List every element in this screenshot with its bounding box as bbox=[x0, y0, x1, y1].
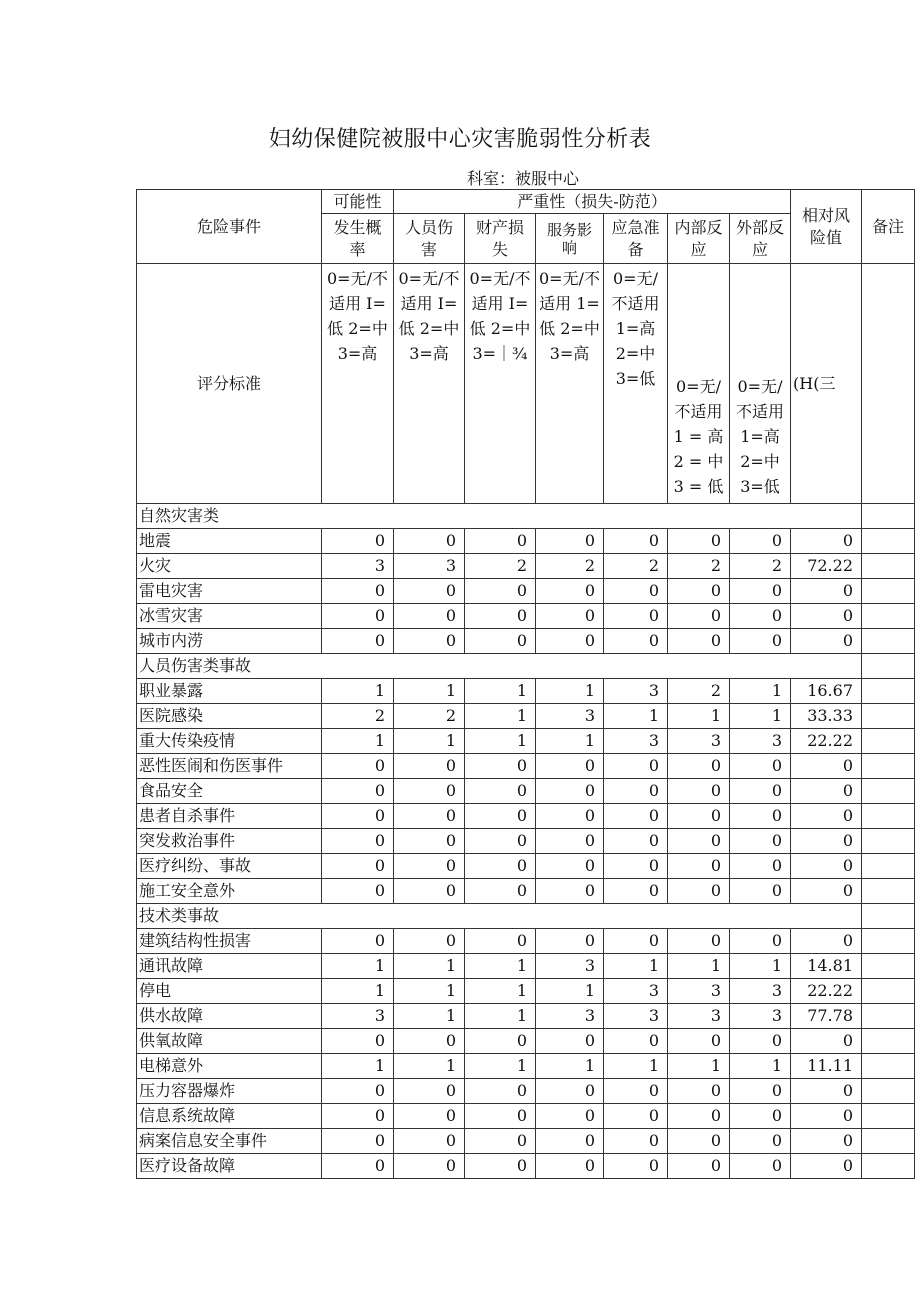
criteria-emergency-prep: 0=无/不适用 1=高 2=中 3=低 bbox=[604, 264, 668, 504]
department-label: 科室：被服中心 bbox=[466, 169, 579, 188]
remarks-cell bbox=[862, 1029, 915, 1054]
score-cell: 0 bbox=[668, 779, 730, 804]
score-cell: 0 bbox=[668, 629, 730, 654]
table-row bbox=[137, 779, 915, 804]
score-cell: 0 bbox=[730, 1079, 791, 1104]
score-cell: 0 bbox=[668, 579, 730, 604]
table-row bbox=[137, 929, 915, 954]
score-cell: 3 bbox=[322, 1004, 394, 1029]
remarks-cell bbox=[862, 554, 915, 579]
score-cell: 0 bbox=[536, 1129, 604, 1154]
score-cell: 0 bbox=[668, 929, 730, 954]
score-cell: 1 bbox=[394, 679, 465, 704]
score-cell: 0 bbox=[536, 604, 604, 629]
relative-risk-cell: 72.22 bbox=[791, 554, 862, 579]
remarks-cell bbox=[862, 979, 915, 1004]
relative-risk-cell: 0 bbox=[791, 779, 862, 804]
score-cell: 0 bbox=[604, 579, 668, 604]
table-row bbox=[137, 629, 915, 654]
score-cell: 1 bbox=[394, 729, 465, 754]
score-cell: 1 bbox=[668, 1054, 730, 1079]
criteria-probability: 0=无/不适用 I=低 2=中 3=高 bbox=[322, 264, 394, 504]
event-name: 火灾 bbox=[137, 554, 322, 579]
score-cell: 0 bbox=[730, 779, 791, 804]
score-cell: 1 bbox=[536, 729, 604, 754]
score-cell: 0 bbox=[536, 1029, 604, 1054]
score-cell: 0 bbox=[604, 804, 668, 829]
score-cell: 2 bbox=[536, 554, 604, 579]
score-cell: 0 bbox=[730, 1129, 791, 1154]
relative-risk-cell: 0 bbox=[791, 1029, 862, 1054]
event-name: 供氧故障 bbox=[137, 1029, 322, 1054]
remarks-cell bbox=[862, 804, 915, 829]
score-cell: 0 bbox=[604, 1104, 668, 1129]
score-cell: 0 bbox=[604, 1029, 668, 1054]
score-cell: 0 bbox=[465, 879, 536, 904]
score-cell: 0 bbox=[465, 604, 536, 629]
score-cell: 1 bbox=[322, 729, 394, 754]
relative-risk-cell: 22.22 bbox=[791, 979, 862, 1004]
remarks-cell bbox=[862, 654, 915, 679]
score-cell: 3 bbox=[730, 1004, 791, 1029]
score-cell: 0 bbox=[604, 629, 668, 654]
score-cell: 0 bbox=[668, 1154, 730, 1179]
event-name: 停电 bbox=[137, 979, 322, 1004]
score-cell: 1 bbox=[604, 954, 668, 979]
table-row bbox=[137, 529, 915, 554]
relative-risk-cell: 0 bbox=[791, 804, 862, 829]
score-cell: 0 bbox=[536, 529, 604, 554]
score-cell: 1 bbox=[465, 954, 536, 979]
score-cell: 0 bbox=[668, 879, 730, 904]
score-cell: 0 bbox=[604, 1154, 668, 1179]
score-cell: 0 bbox=[465, 579, 536, 604]
score-cell: 0 bbox=[465, 1154, 536, 1179]
col-header-service-impact: 服务影响 bbox=[536, 214, 604, 264]
remarks-cell bbox=[862, 929, 915, 954]
score-cell: 0 bbox=[394, 1154, 465, 1179]
criteria-service-impact: 0=无/不适用 1=低 2=中 3=高 bbox=[536, 264, 604, 504]
score-cell: 0 bbox=[465, 804, 536, 829]
score-cell: 1 bbox=[465, 729, 536, 754]
score-cell: 0 bbox=[668, 1029, 730, 1054]
score-cell: 0 bbox=[604, 829, 668, 854]
page-title: 妇幼保健院被服中心灾害脆弱性分析表 bbox=[268, 127, 652, 152]
score-cell: 0 bbox=[730, 929, 791, 954]
score-cell: 0 bbox=[465, 1129, 536, 1154]
relative-risk-cell: 0 bbox=[791, 854, 862, 879]
event-name: 食品安全 bbox=[137, 779, 322, 804]
relative-risk-cell: 33.33 bbox=[791, 704, 862, 729]
score-cell: 3 bbox=[730, 979, 791, 1004]
score-cell: 2 bbox=[668, 679, 730, 704]
table-row bbox=[137, 704, 915, 729]
score-cell: 0 bbox=[394, 529, 465, 554]
score-cell: 0 bbox=[536, 1154, 604, 1179]
relative-risk-cell: 77.78 bbox=[791, 1004, 862, 1029]
table-row bbox=[137, 1154, 915, 1179]
score-cell: 2 bbox=[465, 554, 536, 579]
score-cell: 1 bbox=[394, 1054, 465, 1079]
score-cell: 0 bbox=[322, 929, 394, 954]
relative-risk-cell: 16.67 bbox=[791, 679, 862, 704]
score-cell: 0 bbox=[322, 779, 394, 804]
remarks-cell bbox=[862, 779, 915, 804]
score-cell: 1 bbox=[322, 679, 394, 704]
remarks-cell bbox=[862, 754, 915, 779]
score-cell: 0 bbox=[536, 804, 604, 829]
score-cell: 3 bbox=[604, 979, 668, 1004]
table-row bbox=[137, 1004, 915, 1029]
criteria-property-loss: 0=无/不适用 I=低 2=中 3=｜¾ bbox=[465, 264, 536, 504]
score-cell: 0 bbox=[322, 604, 394, 629]
score-cell: 0 bbox=[394, 1079, 465, 1104]
score-cell: 0 bbox=[394, 779, 465, 804]
score-cell: 0 bbox=[394, 929, 465, 954]
event-name: 供水故障 bbox=[137, 1004, 322, 1029]
remarks-cell bbox=[862, 954, 915, 979]
score-cell: 0 bbox=[604, 854, 668, 879]
table-row bbox=[137, 879, 915, 904]
score-cell: 0 bbox=[394, 579, 465, 604]
score-cell: 0 bbox=[730, 1029, 791, 1054]
table-row bbox=[137, 1054, 915, 1079]
event-name: 通讯故障 bbox=[137, 954, 322, 979]
event-name: 电梯意外 bbox=[137, 1054, 322, 1079]
score-cell: 1 bbox=[730, 954, 791, 979]
event-name: 恶性医闹和伤医事件 bbox=[137, 754, 322, 779]
table-row bbox=[137, 854, 915, 879]
probability-group-header: 可能性 bbox=[322, 190, 394, 214]
section-header: 技术类事故 bbox=[137, 904, 862, 929]
score-cell: 0 bbox=[730, 754, 791, 779]
relative-risk-cell: 14.81 bbox=[791, 954, 862, 979]
relative-risk-cell: 0 bbox=[791, 579, 862, 604]
score-cell: 0 bbox=[536, 854, 604, 879]
score-cell: 1 bbox=[394, 979, 465, 1004]
criteria-relative-risk: (H(三 bbox=[791, 264, 862, 504]
remarks-cell bbox=[862, 729, 915, 754]
score-cell: 0 bbox=[604, 754, 668, 779]
score-cell: 2 bbox=[668, 554, 730, 579]
table-row bbox=[137, 754, 915, 779]
remarks-cell bbox=[862, 879, 915, 904]
score-cell: 0 bbox=[668, 1079, 730, 1104]
relative-risk-cell: 0 bbox=[791, 754, 862, 779]
score-cell: 0 bbox=[668, 829, 730, 854]
score-cell: 0 bbox=[322, 529, 394, 554]
event-name: 地震 bbox=[137, 529, 322, 554]
score-cell: 1 bbox=[668, 704, 730, 729]
score-cell: 1 bbox=[465, 1054, 536, 1079]
score-cell: 0 bbox=[604, 529, 668, 554]
score-cell: 0 bbox=[394, 1029, 465, 1054]
score-cell: 1 bbox=[536, 979, 604, 1004]
score-cell: 1 bbox=[394, 954, 465, 979]
table-row bbox=[137, 729, 915, 754]
section-header: 人员伤害类事故 bbox=[137, 654, 862, 679]
relative-risk-cell: 0 bbox=[791, 1104, 862, 1129]
col-header-probability: 发生概率 bbox=[322, 214, 394, 264]
relative-risk-header: 相对风险值 bbox=[791, 190, 862, 264]
score-cell: 0 bbox=[536, 1079, 604, 1104]
table-row bbox=[137, 979, 915, 1004]
score-cell: 2 bbox=[604, 554, 668, 579]
score-cell: 0 bbox=[465, 1029, 536, 1054]
event-name: 突发救治事件 bbox=[137, 829, 322, 854]
score-cell: 0 bbox=[465, 854, 536, 879]
remarks-cell bbox=[862, 629, 915, 654]
score-cell: 0 bbox=[536, 754, 604, 779]
score-cell: 3 bbox=[394, 554, 465, 579]
table-row bbox=[137, 829, 915, 854]
score-cell: 0 bbox=[322, 1104, 394, 1129]
table-row bbox=[137, 1104, 915, 1129]
score-cell: 0 bbox=[322, 804, 394, 829]
relative-risk-cell: 0 bbox=[791, 629, 862, 654]
table-row bbox=[137, 804, 915, 829]
score-cell: 0 bbox=[730, 629, 791, 654]
score-cell: 3 bbox=[322, 554, 394, 579]
score-cell: 0 bbox=[322, 629, 394, 654]
score-cell: 3 bbox=[604, 729, 668, 754]
score-cell: 3 bbox=[668, 729, 730, 754]
relative-risk-cell: 0 bbox=[791, 929, 862, 954]
score-cell: 1 bbox=[322, 954, 394, 979]
score-cell: 0 bbox=[394, 1129, 465, 1154]
col-header-property-loss: 财产损失 bbox=[465, 214, 536, 264]
score-cell: 0 bbox=[730, 829, 791, 854]
score-cell: 1 bbox=[730, 704, 791, 729]
score-cell: 3 bbox=[536, 704, 604, 729]
score-cell: 0 bbox=[730, 604, 791, 629]
remarks-cell bbox=[862, 529, 915, 554]
score-cell: 1 bbox=[465, 704, 536, 729]
criteria-personnel-injury: 0=无/不适用 I=低 2=中 3=高 bbox=[394, 264, 465, 504]
score-cell: 0 bbox=[730, 854, 791, 879]
event-name: 城市内涝 bbox=[137, 629, 322, 654]
score-cell: 0 bbox=[322, 579, 394, 604]
col-header-external-response: 外部反应 bbox=[730, 214, 791, 264]
relative-risk-cell: 0 bbox=[791, 529, 862, 554]
score-cell: 1 bbox=[668, 954, 730, 979]
score-cell: 3 bbox=[668, 1004, 730, 1029]
remarks-cell bbox=[862, 854, 915, 879]
remarks-header: 备注 bbox=[862, 190, 915, 264]
relative-risk-cell: 0 bbox=[791, 829, 862, 854]
remarks-cell bbox=[862, 504, 915, 529]
criteria-label: 评分标准 bbox=[137, 264, 322, 504]
relative-risk-cell: 0 bbox=[791, 879, 862, 904]
score-cell: 0 bbox=[394, 829, 465, 854]
score-cell: 0 bbox=[668, 854, 730, 879]
table-row bbox=[137, 1079, 915, 1104]
score-cell: 1 bbox=[322, 1054, 394, 1079]
col-header-personnel-injury: 人员伤害 bbox=[394, 214, 465, 264]
score-cell: 0 bbox=[394, 879, 465, 904]
event-name: 冰雪灾害 bbox=[137, 604, 322, 629]
remarks-cell bbox=[862, 604, 915, 629]
score-cell: 0 bbox=[394, 1104, 465, 1129]
criteria-external-response: 0=无/不适用 1=高 2=中 3=低 bbox=[730, 264, 791, 504]
criteria-remarks bbox=[862, 264, 915, 504]
score-cell: 0 bbox=[465, 1079, 536, 1104]
score-cell: 0 bbox=[465, 629, 536, 654]
score-cell: 0 bbox=[536, 779, 604, 804]
score-cell: 0 bbox=[730, 529, 791, 554]
score-cell: 3 bbox=[536, 1004, 604, 1029]
score-cell: 0 bbox=[668, 604, 730, 629]
relative-risk-cell: 22.22 bbox=[791, 729, 862, 754]
remarks-cell bbox=[862, 704, 915, 729]
score-cell: 0 bbox=[322, 829, 394, 854]
score-cell: 0 bbox=[536, 929, 604, 954]
event-name: 施工安全意外 bbox=[137, 879, 322, 904]
event-name: 医疗纠纷、事故 bbox=[137, 854, 322, 879]
event-name: 重大传染疫情 bbox=[137, 729, 322, 754]
score-cell: 0 bbox=[604, 1079, 668, 1104]
severity-group-header: 严重性（损失-防范） bbox=[394, 190, 791, 214]
event-name: 职业暴露 bbox=[137, 679, 322, 704]
score-cell: 0 bbox=[604, 929, 668, 954]
table-row bbox=[137, 679, 915, 704]
remarks-cell bbox=[862, 829, 915, 854]
score-cell: 0 bbox=[668, 804, 730, 829]
score-cell: 0 bbox=[604, 1129, 668, 1154]
relative-risk-cell: 0 bbox=[791, 1154, 862, 1179]
event-name: 医院感染 bbox=[137, 704, 322, 729]
score-cell: 1 bbox=[322, 979, 394, 1004]
score-cell: 0 bbox=[730, 1154, 791, 1179]
remarks-cell bbox=[862, 904, 915, 929]
remarks-cell bbox=[862, 679, 915, 704]
relative-risk-cell: 11.11 bbox=[791, 1054, 862, 1079]
score-cell: 0 bbox=[536, 579, 604, 604]
remarks-cell bbox=[862, 1054, 915, 1079]
section-header: 自然灾害类 bbox=[137, 504, 862, 529]
table-row bbox=[137, 954, 915, 979]
score-cell: 0 bbox=[536, 879, 604, 904]
relative-risk-cell: 0 bbox=[791, 1079, 862, 1104]
col-header-emergency-prep: 应急准备 bbox=[604, 214, 668, 264]
score-cell: 3 bbox=[536, 954, 604, 979]
score-cell: 0 bbox=[730, 879, 791, 904]
score-cell: 3 bbox=[730, 729, 791, 754]
score-cell: 1 bbox=[604, 1054, 668, 1079]
score-cell: 0 bbox=[394, 754, 465, 779]
score-cell: 0 bbox=[465, 929, 536, 954]
score-cell: 0 bbox=[394, 629, 465, 654]
score-cell: 0 bbox=[465, 1104, 536, 1129]
score-cell: 3 bbox=[604, 679, 668, 704]
criteria-internal-response: 0=无/不适用 1 = 高 2 = 中 3 = 低 bbox=[668, 264, 730, 504]
table-row bbox=[137, 1129, 915, 1154]
score-cell: 0 bbox=[668, 1104, 730, 1129]
score-cell: 0 bbox=[465, 779, 536, 804]
score-cell: 0 bbox=[322, 854, 394, 879]
table-row bbox=[137, 554, 915, 579]
vulnerability-table bbox=[136, 189, 915, 1179]
col-header-internal-response: 内部反应 bbox=[668, 214, 730, 264]
score-cell: 1 bbox=[465, 979, 536, 1004]
score-cell: 0 bbox=[536, 829, 604, 854]
remarks-cell bbox=[862, 1079, 915, 1104]
score-cell: 0 bbox=[322, 1079, 394, 1104]
score-cell: 0 bbox=[465, 829, 536, 854]
event-name: 患者自杀事件 bbox=[137, 804, 322, 829]
score-cell: 1 bbox=[730, 1054, 791, 1079]
score-cell: 3 bbox=[604, 1004, 668, 1029]
score-cell: 0 bbox=[668, 754, 730, 779]
score-cell: 2 bbox=[394, 704, 465, 729]
score-cell: 2 bbox=[730, 554, 791, 579]
event-name: 雷电灾害 bbox=[137, 579, 322, 604]
relative-risk-cell: 0 bbox=[791, 1129, 862, 1154]
hazard-header: 危险事件 bbox=[137, 190, 322, 264]
score-cell: 0 bbox=[322, 1129, 394, 1154]
event-name: 病案信息安全事件 bbox=[137, 1129, 322, 1154]
score-cell: 0 bbox=[536, 1104, 604, 1129]
relative-risk-cell: 0 bbox=[791, 604, 862, 629]
score-cell: 0 bbox=[668, 529, 730, 554]
remarks-cell bbox=[862, 579, 915, 604]
score-cell: 0 bbox=[465, 754, 536, 779]
score-cell: 0 bbox=[465, 529, 536, 554]
score-cell: 1 bbox=[465, 1004, 536, 1029]
score-cell: 0 bbox=[322, 1029, 394, 1054]
score-cell: 1 bbox=[730, 679, 791, 704]
remarks-cell bbox=[862, 1129, 915, 1154]
remarks-cell bbox=[862, 1004, 915, 1029]
score-cell: 0 bbox=[322, 1154, 394, 1179]
score-cell: 0 bbox=[394, 854, 465, 879]
score-cell: 0 bbox=[604, 604, 668, 629]
score-cell: 2 bbox=[322, 704, 394, 729]
table-row bbox=[137, 604, 915, 629]
event-name: 医疗设备故障 bbox=[137, 1154, 322, 1179]
score-cell: 0 bbox=[730, 1104, 791, 1129]
event-name: 信息系统故障 bbox=[137, 1104, 322, 1129]
score-cell: 0 bbox=[394, 604, 465, 629]
remarks-cell bbox=[862, 1154, 915, 1179]
score-cell: 0 bbox=[604, 779, 668, 804]
score-cell: 1 bbox=[536, 679, 604, 704]
table-row bbox=[137, 579, 915, 604]
score-cell: 3 bbox=[668, 979, 730, 1004]
score-cell: 0 bbox=[322, 754, 394, 779]
score-cell: 0 bbox=[668, 1129, 730, 1154]
event-name: 建筑结构性损害 bbox=[137, 929, 322, 954]
score-cell: 0 bbox=[730, 579, 791, 604]
score-cell: 0 bbox=[394, 804, 465, 829]
score-cell: 1 bbox=[604, 704, 668, 729]
event-name: 压力容器爆炸 bbox=[137, 1079, 322, 1104]
score-cell: 1 bbox=[536, 1054, 604, 1079]
score-cell: 0 bbox=[730, 804, 791, 829]
score-cell: 1 bbox=[394, 1004, 465, 1029]
score-cell: 0 bbox=[536, 629, 604, 654]
remarks-cell bbox=[862, 1104, 915, 1129]
table-row bbox=[137, 1029, 915, 1054]
score-cell: 1 bbox=[465, 679, 536, 704]
score-cell: 0 bbox=[604, 879, 668, 904]
score-cell: 0 bbox=[322, 879, 394, 904]
